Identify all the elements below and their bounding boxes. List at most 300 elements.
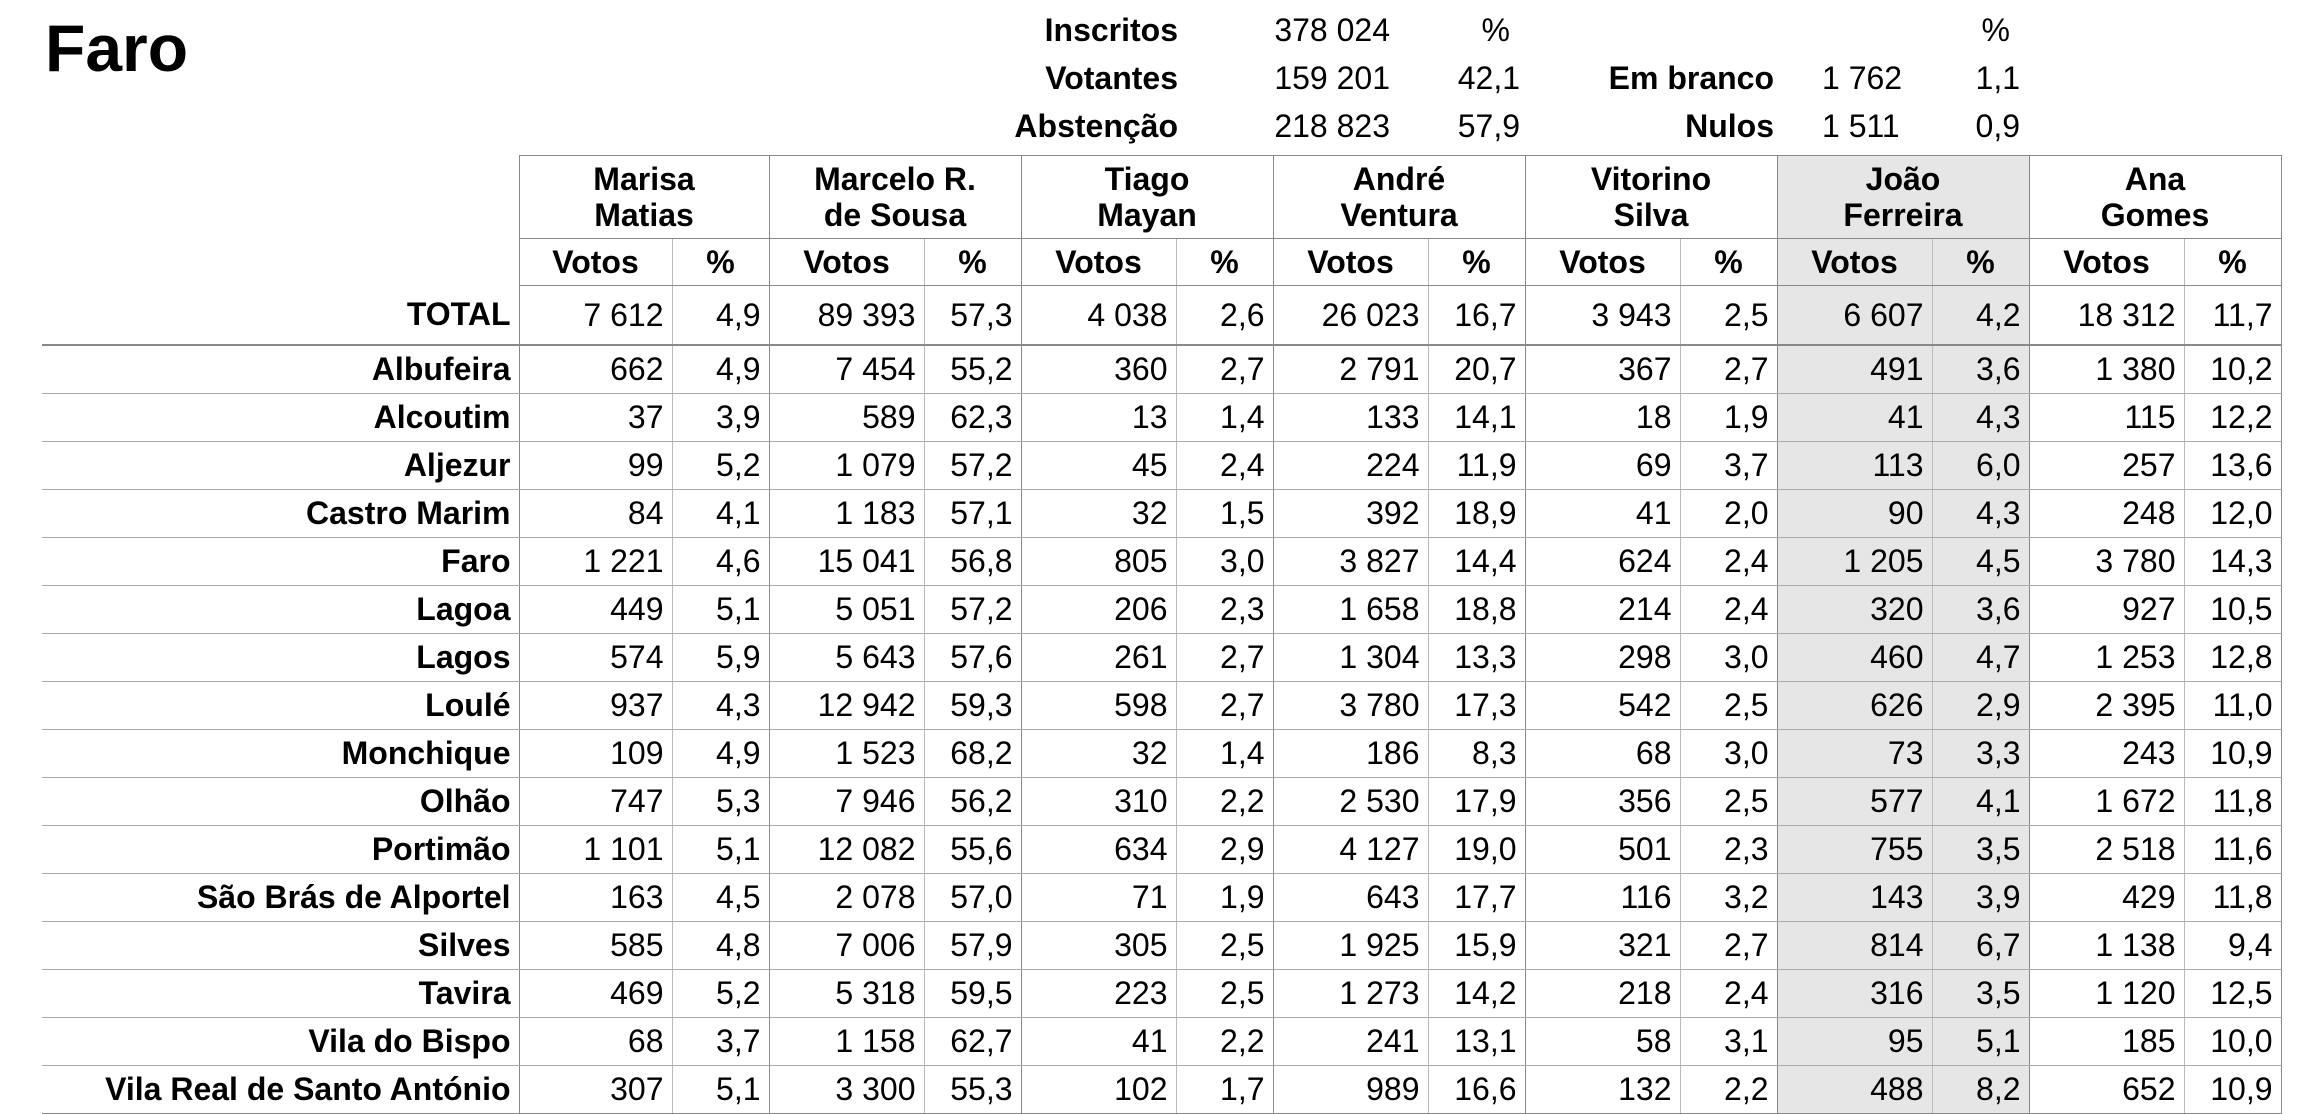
votes-cell: 95	[1777, 1018, 1932, 1066]
table-row	[42, 394, 2281, 442]
votes-cell: 469	[519, 970, 672, 1018]
pct-cell: 11,8	[2184, 778, 2281, 826]
votes-cell: 1 101	[519, 826, 672, 874]
municipality-name: Castro Marim	[42, 490, 519, 538]
votes-cell: 321	[1525, 922, 1680, 970]
pct-header: %	[1680, 239, 1777, 286]
nulos-label: Nulos	[1685, 108, 1774, 144]
candidate-second-line: Gomes	[2100, 197, 2210, 233]
pct-cell: 11,9	[1428, 442, 1525, 490]
pct-cell: 9,4	[2184, 922, 2281, 970]
votes-cell: 206	[1021, 586, 1176, 634]
votes-cell: 4 038	[1021, 286, 1176, 346]
pct-cell: 57,2	[924, 442, 1021, 490]
votes-cell: 310	[1021, 778, 1176, 826]
pct-cell: 3,7	[1680, 442, 1777, 490]
pct-cell: 11,8	[2184, 874, 2281, 922]
votes-cell: 392	[1273, 490, 1428, 538]
votes-cell: 18 312	[2029, 286, 2184, 346]
candidate-second-line: Ferreira	[1843, 197, 1963, 233]
candidate-first-line: Ana	[2124, 161, 2186, 197]
votes-cell: 429	[2029, 874, 2184, 922]
votes-cell: 261	[1021, 634, 1176, 682]
table-row	[42, 490, 2281, 538]
candidate-first-line: Tiago	[1104, 161, 1190, 197]
votes-cell: 460	[1777, 634, 1932, 682]
votes-cell: 32	[1021, 730, 1176, 778]
pct-cell: 11,0	[2184, 682, 2281, 730]
abstencao-value: 218 823	[1274, 108, 1390, 144]
municipality-name: Aljezur	[42, 442, 519, 490]
right-pct-header: %	[1981, 12, 2010, 48]
votes-cell: 1 205	[1777, 538, 1932, 586]
em-branco-label: Em branco	[1608, 60, 1774, 96]
votes-header: Votos	[1525, 239, 1680, 286]
em-branco-pct: 1,1	[1975, 60, 2020, 96]
votes-cell: 5 318	[769, 970, 924, 1018]
table-row	[42, 586, 2281, 634]
municipality-name: Albufeira	[42, 345, 519, 394]
candidate-second-line: Mayan	[1097, 197, 1197, 233]
pct-cell: 1,7	[1176, 1066, 1273, 1114]
pct-cell: 18,8	[1428, 586, 1525, 634]
pct-cell: 1,5	[1176, 490, 1273, 538]
table-row	[42, 634, 2281, 682]
pct-cell: 2,7	[1680, 922, 1777, 970]
candidate-first-line: André	[1352, 161, 1446, 197]
pct-cell: 4,9	[672, 286, 769, 346]
votes-cell: 143	[1777, 874, 1932, 922]
votes-cell: 41	[1777, 394, 1932, 442]
abstencao-label: Abstenção	[1014, 108, 1178, 144]
votes-cell: 109	[519, 730, 672, 778]
pct-cell: 6,0	[1932, 442, 2029, 490]
pct-cell: 4,9	[672, 345, 769, 394]
municipality-name: Olhão	[42, 778, 519, 826]
pct-cell: 16,7	[1428, 286, 1525, 346]
municipality-name: São Brás de Alportel	[42, 874, 519, 922]
votes-cell: 1 273	[1273, 970, 1428, 1018]
municipality-name: Faro	[42, 538, 519, 586]
votes-cell: 624	[1525, 538, 1680, 586]
votes-cell: 4 127	[1273, 826, 1428, 874]
votes-cell: 360	[1021, 345, 1176, 394]
votes-cell: 69	[1525, 442, 1680, 490]
votes-cell: 41	[1021, 1018, 1176, 1066]
pct-cell: 12,8	[2184, 634, 2281, 682]
inscritos-pct-header: %	[1481, 12, 1510, 48]
votes-cell: 26 023	[1273, 286, 1428, 346]
pct-cell: 68,2	[924, 730, 1021, 778]
pct-cell: 4,7	[1932, 634, 2029, 682]
pct-cell: 62,3	[924, 394, 1021, 442]
votes-cell: 13	[1021, 394, 1176, 442]
pct-cell: 2,4	[1680, 538, 1777, 586]
votes-cell: 37	[519, 394, 672, 442]
pct-cell: 12,2	[2184, 394, 2281, 442]
municipality-name: Lagoa	[42, 586, 519, 634]
votes-cell: 501	[1525, 826, 1680, 874]
votes-cell: 598	[1021, 682, 1176, 730]
votes-cell: 356	[1525, 778, 1680, 826]
table-row	[42, 730, 2281, 778]
pct-cell: 2,7	[1176, 682, 1273, 730]
votes-cell: 1 523	[769, 730, 924, 778]
pct-cell: 56,2	[924, 778, 1021, 826]
pct-header: %	[1176, 239, 1273, 286]
table-row	[42, 682, 2281, 730]
pct-header: %	[1932, 239, 2029, 286]
votes-header: Votos	[519, 239, 672, 286]
votes-cell: 102	[1021, 1066, 1176, 1114]
votantes-pct: 42,1	[1457, 60, 1520, 96]
pct-cell: 2,7	[1176, 345, 1273, 394]
pct-cell: 3,0	[1680, 634, 1777, 682]
pct-cell: 17,9	[1428, 778, 1525, 826]
votantes-label: Votantes	[1045, 60, 1178, 96]
votes-cell: 68	[1525, 730, 1680, 778]
votes-cell: 90	[1777, 490, 1932, 538]
votes-cell: 298	[1525, 634, 1680, 682]
pct-cell: 2,9	[1932, 682, 2029, 730]
pct-cell: 2,5	[1680, 682, 1777, 730]
votes-header: Votos	[1777, 239, 1932, 286]
votes-cell: 1 658	[1273, 586, 1428, 634]
votes-cell: 84	[519, 490, 672, 538]
pct-cell: 55,3	[924, 1066, 1021, 1114]
votes-cell: 542	[1525, 682, 1680, 730]
pct-cell: 59,5	[924, 970, 1021, 1018]
votes-cell: 115	[2029, 394, 2184, 442]
votes-cell: 307	[519, 1066, 672, 1114]
pct-cell: 13,1	[1428, 1018, 1525, 1066]
nulos-value: 1 511	[1822, 108, 1900, 144]
pct-cell: 20,7	[1428, 345, 1525, 394]
candidate-header-row	[42, 156, 2281, 239]
pct-cell: 2,7	[1176, 634, 1273, 682]
pct-cell: 15,9	[1428, 922, 1525, 970]
pct-cell: 13,6	[2184, 442, 2281, 490]
pct-cell: 57,1	[924, 490, 1021, 538]
pct-cell: 5,2	[672, 970, 769, 1018]
votes-cell: 643	[1273, 874, 1428, 922]
table-row	[42, 442, 2281, 490]
candidate-first-line: Marcelo R.	[814, 161, 976, 197]
pct-cell: 2,4	[1176, 442, 1273, 490]
candidate-header	[1273, 156, 1525, 239]
pct-cell: 12,0	[2184, 490, 2281, 538]
pct-cell: 4,8	[672, 922, 769, 970]
pct-cell: 4,3	[672, 682, 769, 730]
votes-cell: 15 041	[769, 538, 924, 586]
pct-cell: 4,5	[1932, 538, 2029, 586]
pct-cell: 16,6	[1428, 1066, 1525, 1114]
votes-cell: 585	[519, 922, 672, 970]
pct-cell: 3,3	[1932, 730, 2029, 778]
votes-cell: 1 221	[519, 538, 672, 586]
votes-cell: 3 300	[769, 1066, 924, 1114]
pct-header: %	[672, 239, 769, 286]
votes-cell: 6 607	[1777, 286, 1932, 346]
pct-cell: 8,2	[1932, 1066, 2029, 1114]
municipality-name: Silves	[42, 922, 519, 970]
pct-cell: 62,7	[924, 1018, 1021, 1066]
votes-cell: 589	[769, 394, 924, 442]
votes-cell: 185	[2029, 1018, 2184, 1066]
pct-cell: 2,2	[1176, 778, 1273, 826]
votantes-value: 159 201	[1274, 60, 1390, 96]
votes-cell: 937	[519, 682, 672, 730]
pct-cell: 55,6	[924, 826, 1021, 874]
pct-cell: 57,3	[924, 286, 1021, 346]
votes-cell: 1 672	[2029, 778, 2184, 826]
pct-cell: 18,9	[1428, 490, 1525, 538]
votes-cell: 116	[1525, 874, 1680, 922]
pct-cell: 4,1	[672, 490, 769, 538]
municipality-name: Vila do Bispo	[42, 1018, 519, 1066]
votes-cell: 218	[1525, 970, 1680, 1018]
votes-cell: 3 780	[1273, 682, 1428, 730]
pct-cell: 14,4	[1428, 538, 1525, 586]
votes-cell: 68	[519, 1018, 672, 1066]
pct-cell: 5,1	[1932, 1018, 2029, 1066]
pct-cell: 6,7	[1932, 922, 2029, 970]
votes-cell: 7 946	[769, 778, 924, 826]
pct-cell: 2,3	[1176, 586, 1273, 634]
municipality-name: Vila Real de Santo António	[42, 1066, 519, 1114]
table-row	[42, 1066, 2281, 1114]
votes-cell: 814	[1777, 922, 1932, 970]
votes-cell: 316	[1777, 970, 1932, 1018]
votes-cell: 1 304	[1273, 634, 1428, 682]
votes-cell: 2 791	[1273, 345, 1428, 394]
municipality-name: Portimão	[42, 826, 519, 874]
pct-cell: 4,9	[672, 730, 769, 778]
pct-cell: 2,2	[1176, 1018, 1273, 1066]
votes-cell: 58	[1525, 1018, 1680, 1066]
pct-cell: 3,6	[1932, 345, 2029, 394]
votes-cell: 257	[2029, 442, 2184, 490]
pct-cell: 3,6	[1932, 586, 2029, 634]
votes-cell: 577	[1777, 778, 1932, 826]
pct-header: %	[2184, 239, 2281, 286]
votes-cell: 243	[2029, 730, 2184, 778]
pct-cell: 4,2	[1932, 286, 2029, 346]
pct-cell: 17,3	[1428, 682, 1525, 730]
pct-cell: 2,5	[1176, 922, 1273, 970]
pct-cell: 5,1	[672, 826, 769, 874]
votes-cell: 3 943	[1525, 286, 1680, 346]
votes-cell: 1 158	[769, 1018, 924, 1066]
votes-cell: 574	[519, 634, 672, 682]
votes-cell: 5 051	[769, 586, 924, 634]
pct-cell: 4,5	[672, 874, 769, 922]
pct-cell: 10,9	[2184, 1066, 2281, 1114]
em-branco-value: 1 762	[1822, 60, 1903, 96]
votes-cell: 71	[1021, 874, 1176, 922]
subheader-row	[42, 239, 2281, 286]
pct-cell: 59,3	[924, 682, 1021, 730]
results-table	[42, 155, 2282, 1114]
pct-header: %	[1428, 239, 1525, 286]
candidate-header	[2029, 156, 2281, 239]
candidate-second-line: Matias	[594, 197, 694, 233]
pct-cell: 2,0	[1680, 490, 1777, 538]
pct-cell: 10,9	[2184, 730, 2281, 778]
votes-cell: 214	[1525, 586, 1680, 634]
votes-cell: 3 780	[2029, 538, 2184, 586]
votes-cell: 1 380	[2029, 345, 2184, 394]
table-row	[42, 922, 2281, 970]
votes-cell: 488	[1777, 1066, 1932, 1114]
votes-cell: 2 395	[2029, 682, 2184, 730]
pct-cell: 3,5	[1932, 970, 2029, 1018]
votes-cell: 132	[1525, 1066, 1680, 1114]
candidate-second-line: Ventura	[1340, 197, 1458, 233]
pct-cell: 56,8	[924, 538, 1021, 586]
municipality-name: Monchique	[42, 730, 519, 778]
pct-cell: 14,2	[1428, 970, 1525, 1018]
votes-cell: 662	[519, 345, 672, 394]
pct-cell: 1,4	[1176, 394, 1273, 442]
votes-cell: 12 942	[769, 682, 924, 730]
votes-cell: 18	[1525, 394, 1680, 442]
pct-cell: 4,1	[1932, 778, 2029, 826]
votes-cell: 223	[1021, 970, 1176, 1018]
candidate-header	[769, 156, 1021, 239]
votes-cell: 449	[519, 586, 672, 634]
votes-cell: 248	[2029, 490, 2184, 538]
pct-cell: 3,1	[1680, 1018, 1777, 1066]
municipality-name: Lagos	[42, 634, 519, 682]
votes-cell: 989	[1273, 1066, 1428, 1114]
votes-cell: 1 925	[1273, 922, 1428, 970]
votes-cell: 305	[1021, 922, 1176, 970]
pct-cell: 2,4	[1680, 586, 1777, 634]
results-body	[42, 286, 2281, 1114]
inscritos-label: Inscritos	[1044, 12, 1178, 48]
votes-cell: 73	[1777, 730, 1932, 778]
votes-cell: 2 078	[769, 874, 924, 922]
candidate-first-line: Vitorino	[1590, 161, 1712, 197]
votes-cell: 133	[1273, 394, 1428, 442]
pct-cell: 5,1	[672, 586, 769, 634]
pct-cell: 2,5	[1680, 778, 1777, 826]
pct-cell: 57,0	[924, 874, 1021, 922]
pct-cell: 57,6	[924, 634, 1021, 682]
pct-cell: 3,5	[1932, 826, 2029, 874]
votes-header: Votos	[1021, 239, 1176, 286]
pct-cell: 2,5	[1176, 970, 1273, 1018]
pct-cell: 55,2	[924, 345, 1021, 394]
votes-cell: 626	[1777, 682, 1932, 730]
votes-cell: 634	[1021, 826, 1176, 874]
votes-cell: 12 082	[769, 826, 924, 874]
votes-cell: 41	[1525, 490, 1680, 538]
votes-cell: 805	[1021, 538, 1176, 586]
votes-cell: 99	[519, 442, 672, 490]
votes-cell: 2 518	[2029, 826, 2184, 874]
votes-cell: 320	[1777, 586, 1932, 634]
votes-cell: 224	[1273, 442, 1428, 490]
candidate-header	[519, 156, 769, 239]
votes-cell: 1 138	[2029, 922, 2184, 970]
table-row	[42, 874, 2281, 922]
pct-cell: 3,7	[672, 1018, 769, 1066]
candidate-second-line: de Sousa	[823, 197, 967, 233]
pct-cell: 3,9	[1932, 874, 2029, 922]
table-row	[42, 1018, 2281, 1066]
candidate-header	[1525, 156, 1777, 239]
pct-cell: 17,7	[1428, 874, 1525, 922]
pct-cell: 10,5	[2184, 586, 2281, 634]
votes-cell: 755	[1777, 826, 1932, 874]
votes-cell: 1 253	[2029, 634, 2184, 682]
municipality-name: TOTAL	[42, 286, 519, 346]
pct-cell: 13,3	[1428, 634, 1525, 682]
votes-cell: 747	[519, 778, 672, 826]
votes-cell: 1 079	[769, 442, 924, 490]
pct-cell: 4,3	[1932, 490, 2029, 538]
candidate-second-line: Silva	[1613, 197, 1689, 233]
votes-cell: 1 183	[769, 490, 924, 538]
candidate-first-line: Marisa	[593, 161, 695, 197]
municipality-name: Loulé	[42, 682, 519, 730]
pct-header: %	[924, 239, 1021, 286]
pct-cell: 3,2	[1680, 874, 1777, 922]
votes-cell: 241	[1273, 1018, 1428, 1066]
pct-cell: 1,9	[1680, 394, 1777, 442]
table-row	[42, 826, 2281, 874]
votes-header: Votos	[2029, 239, 2184, 286]
pct-cell: 1,4	[1176, 730, 1273, 778]
votes-cell: 7 006	[769, 922, 924, 970]
municipality-name: Tavira	[42, 970, 519, 1018]
candidate-header	[1021, 156, 1273, 239]
votes-cell: 2 530	[1273, 778, 1428, 826]
pct-cell: 4,3	[1932, 394, 2029, 442]
votes-cell: 45	[1021, 442, 1176, 490]
pct-cell: 3,9	[672, 394, 769, 442]
votes-header: Votos	[1273, 239, 1428, 286]
pct-cell: 2,9	[1176, 826, 1273, 874]
pct-cell: 3,0	[1680, 730, 1777, 778]
table-row	[42, 970, 2281, 1018]
pct-cell: 2,5	[1680, 286, 1777, 346]
pct-cell: 5,3	[672, 778, 769, 826]
pct-cell: 57,2	[924, 586, 1021, 634]
votes-cell: 491	[1777, 345, 1932, 394]
votes-cell: 3 827	[1273, 538, 1428, 586]
votes-cell: 1 120	[2029, 970, 2184, 1018]
table-row	[42, 778, 2281, 826]
pct-cell: 2,7	[1680, 345, 1777, 394]
pct-cell: 2,3	[1680, 826, 1777, 874]
municipality-name: Alcoutim	[42, 394, 519, 442]
pct-cell: 8,3	[1428, 730, 1525, 778]
pct-cell: 5,2	[672, 442, 769, 490]
abstencao-pct: 57,9	[1457, 108, 1520, 144]
votes-cell: 7 454	[769, 345, 924, 394]
votes-cell: 927	[2029, 586, 2184, 634]
votes-cell: 113	[1777, 442, 1932, 490]
pct-cell: 10,0	[2184, 1018, 2281, 1066]
nulos-pct: 0,9	[1975, 108, 2020, 144]
votes-cell: 32	[1021, 490, 1176, 538]
pct-cell: 2,6	[1176, 286, 1273, 346]
pct-cell: 19,0	[1428, 826, 1525, 874]
inscritos-value: 378 024	[1274, 12, 1390, 48]
